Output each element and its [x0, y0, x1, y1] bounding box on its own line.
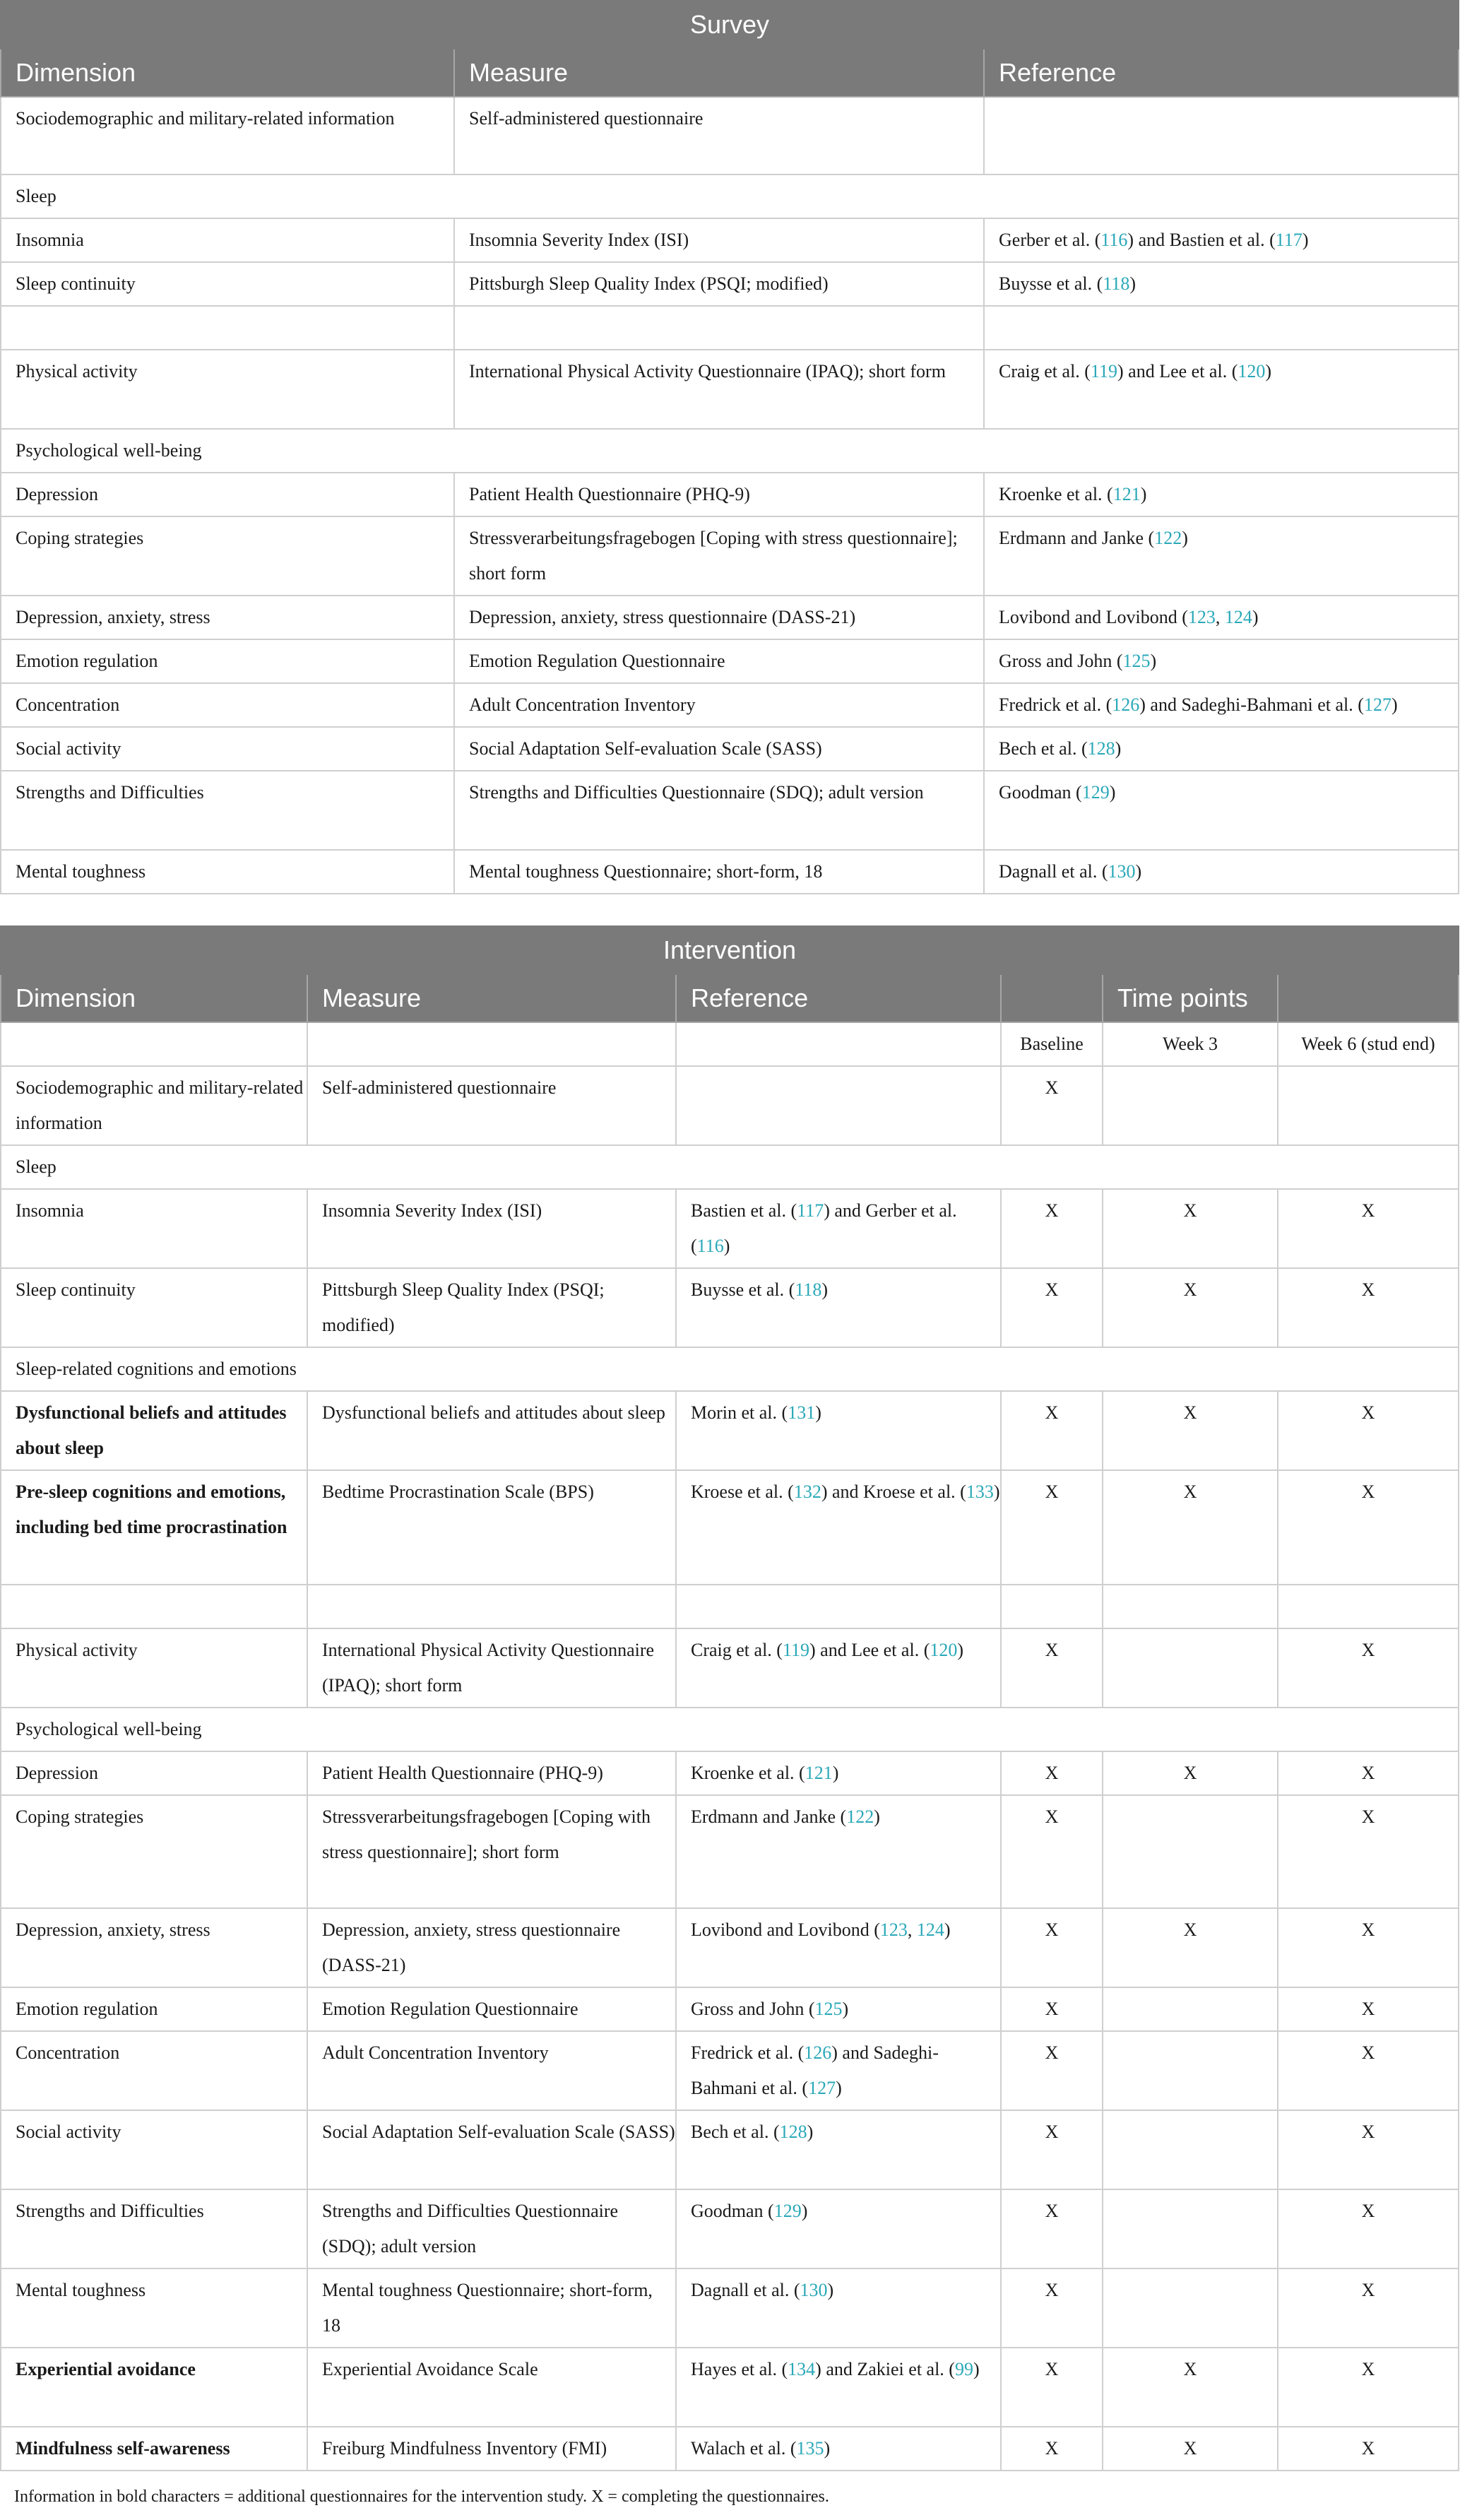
table-row: [1, 1268, 1459, 1347]
citation-link[interactable]: 129: [773, 2201, 802, 2221]
time-point-week-6: Week 6 (stud end): [1278, 1022, 1459, 1066]
dimension-cell: Physical activity: [1, 1628, 307, 1708]
citation-link[interactable]: 122: [1154, 528, 1182, 548]
reference-cell: Kroese et al. (132) and Kroese et al. (133): [676, 1470, 1001, 1585]
citation-link[interactable]: 126: [1112, 694, 1140, 715]
citation-link[interactable]: 99: [954, 2359, 973, 2379]
citation-link[interactable]: 120: [930, 1640, 958, 1660]
week-6-mark: X: [1278, 1470, 1459, 1585]
measure-cell: Insomnia Severity Index (ISI): [307, 1189, 676, 1268]
measure-cell: Social Adaptation Self-evaluation Scale (SASS): [307, 2110, 676, 2189]
dimension-cell: Sleep continuity: [1, 262, 454, 306]
table-row: [1, 2427, 1459, 2471]
dimension-cell: Emotion regulation: [1, 1987, 307, 2031]
citation-link[interactable]: 116: [1100, 230, 1128, 250]
table-row: [1, 683, 1459, 727]
table-row: [1, 771, 1459, 850]
citation-link[interactable]: 127: [1363, 694, 1391, 715]
dimension-cell: Sociodemographic and military-related information: [1, 97, 454, 174]
measure-cell: Patient Health Questionnaire (PHQ-9): [307, 1751, 676, 1795]
citation-link[interactable]: 117: [1275, 230, 1302, 250]
week-3-mark: X: [1103, 1908, 1278, 1987]
dimension-cell: Emotion regulation: [1, 639, 454, 683]
section-row: [1, 429, 1459, 473]
week-6-mark: X: [1278, 1628, 1459, 1708]
reference-cell: Gross and John (125): [984, 639, 1459, 683]
measure-cell: Strengths and Difficulties Questionnaire (SDQ); adult version: [454, 771, 984, 850]
section-label: Psychological well-being: [1, 429, 1459, 473]
reference-cell: Lovibond and Lovibond (123, 124): [984, 596, 1459, 639]
time-point-baseline: Baseline: [1001, 1022, 1103, 1066]
dimension-cell: Insomnia: [1, 1189, 307, 1268]
table-row: [1, 1987, 1459, 2031]
citation-link[interactable]: 123: [1187, 607, 1216, 627]
baseline-mark: X: [1001, 1751, 1103, 1795]
table-row: [1, 2031, 1459, 2110]
measure-cell: Freiburg Mindfulness Inventory (FMI): [307, 2427, 676, 2471]
measure-cell: International Physical Activity Questionnaire (IPAQ); short form: [454, 350, 984, 429]
section-row: [1, 174, 1459, 218]
measure-cell: Adult Concentration Inventory: [307, 2031, 676, 2110]
time-points-header-row: [1, 1022, 1459, 1066]
citation-link[interactable]: 135: [796, 2438, 824, 2459]
reference-cell: Dagnall et al. (130): [676, 2268, 1001, 2348]
citation-link[interactable]: 126: [804, 2042, 832, 2063]
dimension-cell: Social activity: [1, 2110, 307, 2189]
measure-cell: Adult Concentration Inventory: [454, 683, 984, 727]
citation-link[interactable]: 132: [793, 1481, 821, 1502]
empty-row: [1, 306, 1459, 350]
measure-cell: International Physical Activity Questionnaire (IPAQ); short form: [307, 1628, 676, 1708]
measure-cell: Pittsburgh Sleep Quality Index (PSQI; modified): [307, 1268, 676, 1347]
citation-link[interactable]: 125: [1122, 651, 1151, 671]
measure-cell: Pittsburgh Sleep Quality Index (PSQI; modified): [454, 262, 984, 306]
table-row: [1, 97, 1459, 174]
dimension-cell: Social activity: [1, 727, 454, 771]
baseline-mark: X: [1001, 2268, 1103, 2348]
reference-cell: Erdmann and Janke (122): [676, 1795, 1001, 1908]
column-header-time-points: Time points: [1103, 974, 1278, 1022]
baseline-mark: X: [1001, 1391, 1103, 1470]
measure-cell: Bedtime Procrastination Scale (BPS): [307, 1470, 676, 1585]
dimension-cell: Depression, anxiety, stress: [1, 1908, 307, 1987]
section-row: [1, 1708, 1459, 1751]
survey-title: Survey: [1, 1, 1459, 49]
reference-cell: Buysse et al. (118): [676, 1268, 1001, 1347]
week-6-mark: X: [1278, 1391, 1459, 1470]
baseline-mark: X: [1001, 2031, 1103, 2110]
citation-link[interactable]: 131: [788, 1402, 816, 1423]
column-header-dimension: Dimension: [1, 974, 307, 1022]
table-row: [1, 516, 1459, 596]
reference-cell: Bastien et al. (117) and Gerber et al. (116): [676, 1189, 1001, 1268]
dimension-cell: Sociodemographic and military-related information: [1, 1066, 307, 1145]
week-6-mark: X: [1278, 2268, 1459, 2348]
dimension-cell: Mental toughness: [1, 850, 454, 894]
week-6-mark: X: [1278, 1908, 1459, 1987]
baseline-mark: X: [1001, 1795, 1103, 1908]
table-row: [1, 2189, 1459, 2268]
survey-table: [0, 0, 1459, 894]
citation-link[interactable]: 128: [1087, 738, 1115, 759]
table-row: [1, 1751, 1459, 1795]
measure-cell: Depression, anxiety, stress questionnaire (DASS-21): [307, 1908, 676, 1987]
citation-link[interactable]: 128: [779, 2122, 807, 2142]
citation-link[interactable]: 122: [846, 1806, 874, 1827]
table-row: [1, 1189, 1459, 1268]
table-row: [1, 2348, 1459, 2427]
table-row: [1, 1908, 1459, 1987]
reference-cell: Erdmann and Janke (122): [984, 516, 1459, 596]
dimension-cell: Strengths and Difficulties: [1, 771, 454, 850]
citation-link[interactable]: 124: [1224, 607, 1252, 627]
week-6-mark: X: [1278, 2189, 1459, 2268]
reference-cell: Dagnall et al. (130): [984, 850, 1459, 894]
measure-cell: Emotion Regulation Questionnaire: [454, 639, 984, 683]
table-row: [1, 218, 1459, 262]
dimension-cell: Strengths and Difficulties: [1, 2189, 307, 2268]
week-3-mark: X: [1103, 1268, 1278, 1347]
dimension-cell: Concentration: [1, 2031, 307, 2110]
measure-cell: Patient Health Questionnaire (PHQ-9): [454, 473, 984, 516]
citation-link[interactable]: 134: [788, 2359, 816, 2379]
reference-cell: Walach et al. (135): [676, 2427, 1001, 2471]
dimension-cell: Physical activity: [1, 350, 454, 429]
intervention-table: [0, 925, 1459, 2471]
week-3-mark: X: [1103, 2348, 1278, 2427]
table-row: [1, 596, 1459, 639]
baseline-mark: X: [1001, 1987, 1103, 2031]
dimension-cell: Coping strategies: [1, 1795, 307, 1908]
table-row: [1, 639, 1459, 683]
table-row: [1, 2110, 1459, 2189]
measure-cell: Stressverarbeitungsfragebogen [Coping with stress questionnaire]; short form: [454, 516, 984, 596]
reference-cell: [984, 97, 1459, 174]
reference-cell: Craig et al. (119) and Lee et al. (120): [676, 1628, 1001, 1708]
survey-header-row: [1, 49, 1459, 97]
reference-cell: Fredrick et al. (126) and Sadeghi-Bahmani et al. (127): [676, 2031, 1001, 2110]
measure-cell: Self-administered questionnaire: [307, 1066, 676, 1145]
week-3-mark: X: [1103, 1751, 1278, 1795]
section-label: Sleep-related cognitions and emotions: [1, 1347, 1459, 1391]
dimension-cell: Depression: [1, 473, 454, 516]
dimension-cell: Sleep continuity: [1, 1268, 307, 1347]
week-6-mark: X: [1278, 1268, 1459, 1347]
measure-cell: Insomnia Severity Index (ISI): [454, 218, 984, 262]
column-header-reference: Reference: [676, 974, 1001, 1022]
table-row: [1, 2268, 1459, 2348]
citation-link[interactable]: 129: [1081, 782, 1110, 803]
measure-cell: Dysfunctional beliefs and attitudes about sleep: [307, 1391, 676, 1470]
intervention-header-row: [1, 974, 1459, 1022]
measure-cell: Strengths and Difficulties Questionnaire (SDQ); adult version: [307, 2189, 676, 2268]
measure-cell: Depression, anxiety, stress questionnaire (DASS-21): [454, 596, 984, 639]
time-point-week-3: Week 3: [1103, 1022, 1278, 1066]
table-row: [1, 473, 1459, 516]
citation-link[interactable]: 118: [795, 1279, 822, 1300]
week-6-mark: X: [1278, 1751, 1459, 1795]
baseline-mark: X: [1001, 1908, 1103, 1987]
column-header-measure: Measure: [307, 974, 676, 1022]
week-3-mark: X: [1103, 1391, 1278, 1470]
reference-cell: Bech et al. (128): [984, 727, 1459, 771]
week-3-mark: X: [1103, 1470, 1278, 1585]
table-row: [1, 1391, 1459, 1470]
dimension-cell: Pre-sleep cognitions and emotions, including bed time procrastination: [1, 1470, 307, 1585]
dimension-cell: Insomnia: [1, 218, 454, 262]
reference-cell: Goodman (129): [984, 771, 1459, 850]
week-3-mark: X: [1103, 1189, 1278, 1268]
table-row: [1, 1470, 1459, 1585]
baseline-mark: X: [1001, 1268, 1103, 1347]
column-header-measure: Measure: [454, 49, 984, 97]
table-row: [1, 1795, 1459, 1908]
week-6-mark: X: [1278, 2031, 1459, 2110]
citation-link[interactable]: 123: [879, 1919, 908, 1940]
baseline-mark: X: [1001, 2427, 1103, 2471]
section-label: Psychological well-being: [1, 1708, 1459, 1751]
section-row: [1, 1347, 1459, 1391]
citation-link[interactable]: 130: [800, 2280, 828, 2300]
week-6-mark: X: [1278, 1189, 1459, 1268]
reference-cell: Kroenke et al. (121): [676, 1751, 1001, 1795]
empty-row: [1, 1585, 1459, 1628]
week-6-mark: X: [1278, 1987, 1459, 2031]
table-row: [1, 1628, 1459, 1708]
reference-cell: Fredrick et al. (126) and Sadeghi-Bahmani et al. (127): [984, 683, 1459, 727]
table-footnote: Information in bold characters = additional questionnaires for the intervention study. X = completing the questionnaires.: [14, 2488, 829, 2506]
week-6-mark: X: [1278, 1795, 1459, 1908]
citation-link[interactable]: 116: [696, 1236, 724, 1256]
reference-cell: Lovibond and Lovibond (123, 124): [676, 1908, 1001, 1987]
table-row: [1, 727, 1459, 771]
measure-cell: Experiential Avoidance Scale: [307, 2348, 676, 2427]
week-6-mark: X: [1278, 2348, 1459, 2427]
citation-link[interactable]: 119: [1090, 361, 1117, 381]
measure-cell: Mental toughness Questionnaire; short-form, 18: [307, 2268, 676, 2348]
section-label: Sleep: [1, 1145, 1459, 1189]
baseline-mark: X: [1001, 2189, 1103, 2268]
baseline-mark: X: [1001, 2348, 1103, 2427]
citation-link[interactable]: 119: [782, 1640, 809, 1660]
citation-link[interactable]: 117: [797, 1200, 824, 1221]
baseline-mark: X: [1001, 2110, 1103, 2189]
citation-link[interactable]: 127: [808, 2078, 836, 2098]
intervention-title: Intervention: [1, 926, 1459, 974]
column-header-dimension: Dimension: [1, 49, 454, 97]
reference-cell: [676, 1066, 1001, 1145]
reference-cell: Buysse et al. (118): [984, 262, 1459, 306]
reference-cell: Hayes et al. (134) and Zakiei et al. (99): [676, 2348, 1001, 2427]
citation-link[interactable]: 118: [1103, 273, 1130, 294]
week-6-mark: X: [1278, 2110, 1459, 2189]
reference-cell: Bech et al. (128): [676, 2110, 1001, 2189]
citation-link[interactable]: 121: [1112, 484, 1141, 504]
measure-cell: Mental toughness Questionnaire; short-form, 18: [454, 850, 984, 894]
table-row: [1, 850, 1459, 894]
column-header-reference: Reference: [984, 49, 1459, 97]
baseline-mark: X: [1001, 1470, 1103, 1585]
dimension-cell: Coping strategies: [1, 516, 454, 596]
table-row: [1, 1066, 1459, 1145]
reference-cell: Gross and John (125): [676, 1987, 1001, 2031]
baseline-mark: X: [1001, 1628, 1103, 1708]
week-6-mark: X: [1278, 2427, 1459, 2471]
reference-cell: Kroenke et al. (121): [984, 473, 1459, 516]
dimension-cell: Mindfulness self-awareness: [1, 2427, 307, 2471]
dimension-cell: Dysfunctional beliefs and attitudes about sleep: [1, 1391, 307, 1470]
reference-cell: Morin et al. (131): [676, 1391, 1001, 1470]
table-row: [1, 350, 1459, 429]
section-label: Sleep: [1, 174, 1459, 218]
citation-link[interactable]: 124: [916, 1919, 944, 1940]
dimension-cell: Depression: [1, 1751, 307, 1795]
dimension-cell: Concentration: [1, 683, 454, 727]
reference-cell: Craig et al. (119) and Lee et al. (120): [984, 350, 1459, 429]
dimension-cell: Experiential avoidance: [1, 2348, 307, 2427]
citation-link[interactable]: 121: [805, 1763, 833, 1783]
table-row: [1, 262, 1459, 306]
reference-cell: Goodman (129): [676, 2189, 1001, 2268]
citation-link[interactable]: 120: [1238, 361, 1266, 381]
dimension-cell: Mental toughness: [1, 2268, 307, 2348]
baseline-mark: X: [1001, 1189, 1103, 1268]
measure-cell: Social Adaptation Self-evaluation Scale (SASS): [454, 727, 984, 771]
citation-link[interactable]: 133: [966, 1481, 994, 1502]
section-row: [1, 1145, 1459, 1189]
measure-cell: Self-administered questionnaire: [454, 97, 984, 174]
reference-cell: Gerber et al. (116) and Bastien et al. (117): [984, 218, 1459, 262]
baseline-mark: X: [1001, 1066, 1103, 1145]
citation-link[interactable]: 130: [1108, 861, 1136, 882]
citation-link[interactable]: 125: [814, 1999, 843, 2019]
dimension-cell: Depression, anxiety, stress: [1, 596, 454, 639]
measure-cell: Stressverarbeitungsfragebogen [Coping with stress questionnaire]; short form: [307, 1795, 676, 1908]
measure-cell: Emotion Regulation Questionnaire: [307, 1987, 676, 2031]
week-3-mark: X: [1103, 2427, 1278, 2471]
